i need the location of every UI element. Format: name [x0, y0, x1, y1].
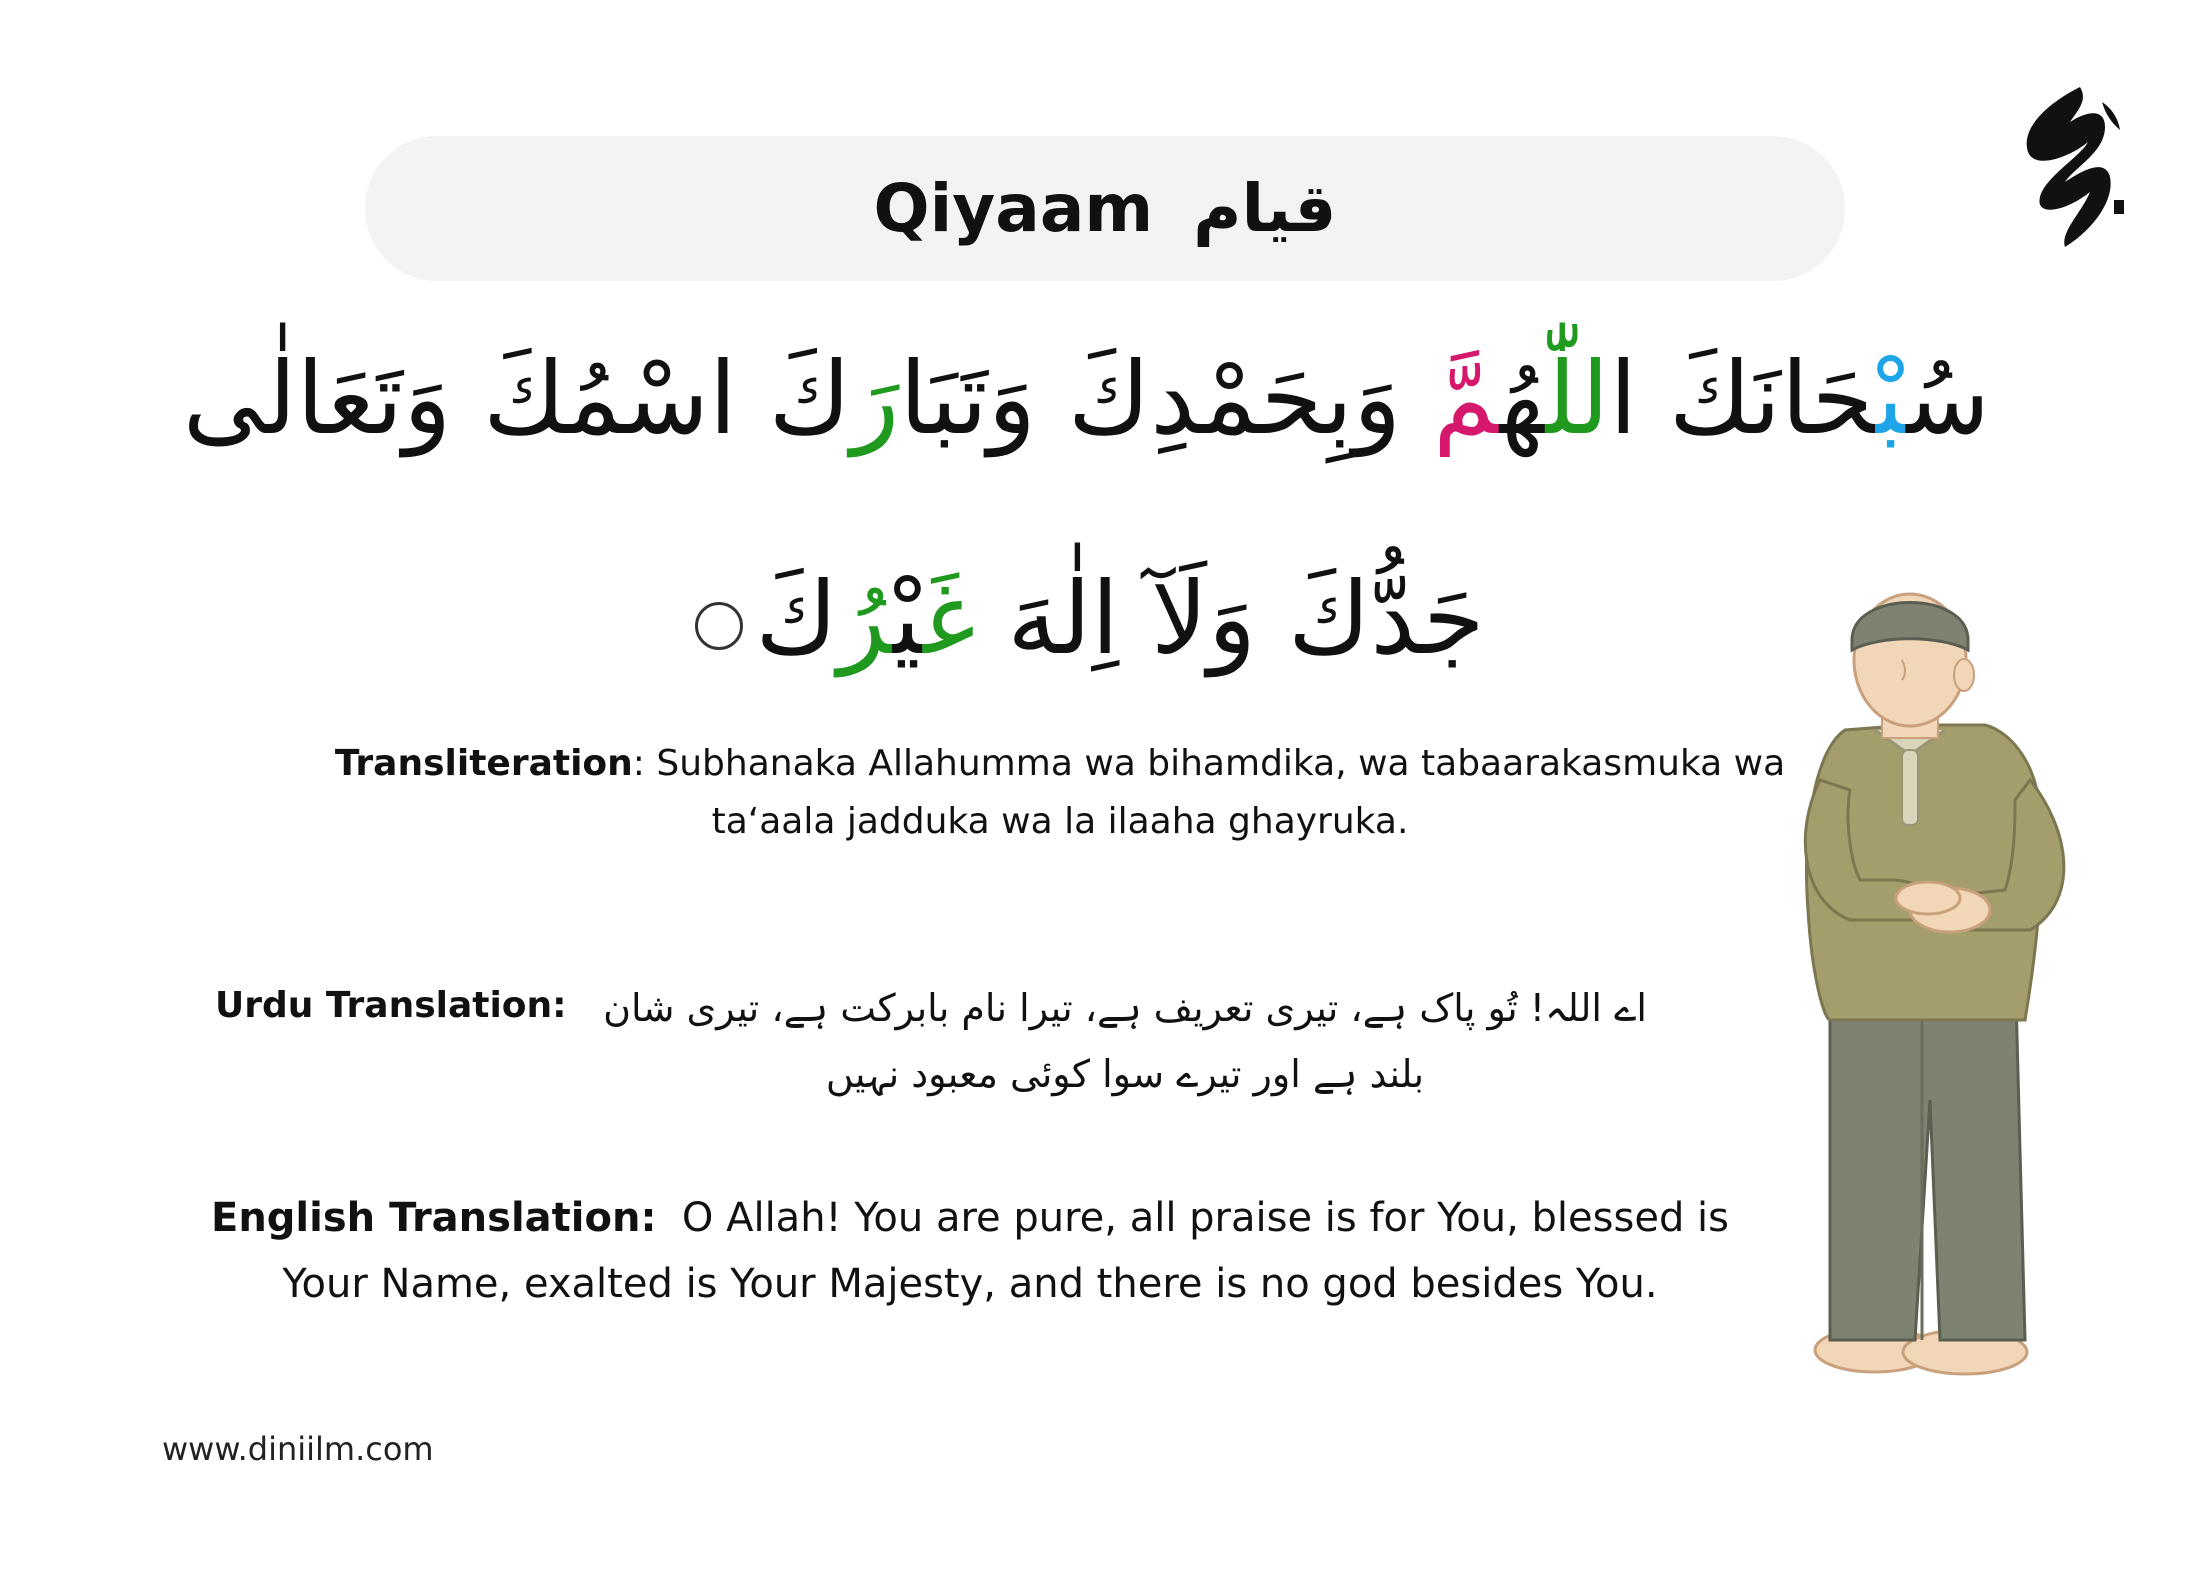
calligraphy-logo-icon	[2010, 82, 2130, 252]
transliteration-separator: :	[632, 743, 657, 784]
dua-line1-part1: سُ	[1906, 340, 1990, 457]
dua-line1-part4: للّٰ	[1545, 340, 1610, 457]
english-translation-text: O Allah! You are pure, all praise is for You, blessed is Your Name, exalted is Your Majesty, and there is no god besides You.	[282, 1195, 1729, 1307]
dua-line1-part2: بْ	[1876, 340, 1907, 457]
dua-line1-part7: وَبِحَمْدِكَ وَتَبَا	[899, 340, 1434, 457]
transliteration-block	[300, 735, 1820, 851]
english-translation-label: English Translation:	[211, 1195, 657, 1241]
dua-line2-part2: غَ	[923, 560, 976, 677]
page-title-english: Qiyaam	[873, 170, 1154, 247]
dua-line2-part4: رُ	[837, 560, 893, 677]
urdu-translation-text: اے اللہ! تُو پاک ہے، تیری تعریف ہے، تیرا نام بابرکت ہے، تیری شان بلند ہے اور تیرے سوا کوئی معبود نہیں	[603, 986, 1647, 1096]
dua-line-2	[650, 560, 1530, 677]
dua-line-1	[182, 340, 1990, 457]
dua-line1-part6: مَّ	[1433, 340, 1500, 457]
urdu-translation-label: Urdu Translation:	[215, 985, 567, 1026]
dua-line2-part1: جَدُّكَ وَلَآ اِلٰهَ	[975, 560, 1485, 677]
page-title-arabic: قيام	[1193, 170, 1337, 247]
standing-man-qiyaam-illustration	[1790, 580, 2080, 1380]
transliteration-label: Transliteration	[334, 743, 633, 784]
dua-line1-part5: هُ	[1499, 340, 1546, 457]
verse-end-circle-icon	[695, 602, 743, 650]
dua-line1-part3: حَانَكَ ا	[1609, 340, 1877, 457]
transliteration-text: Subhanaka Allahumma wa bihamdika, wa tabaarakasmuka wa ta‘aala jadduka wa la ilaaha ghayruka.	[656, 743, 1786, 842]
website-url: www.diniilm.com	[162, 1430, 434, 1468]
dua-line2-part5: كَ	[755, 560, 838, 677]
english-translation-block	[210, 1185, 1730, 1317]
dua-line1-part8: رَ	[851, 340, 900, 457]
dua-line2-part3: يْ	[892, 560, 924, 677]
title-pill	[365, 136, 1845, 281]
dua-line1-part9: كَ اسْمُكَ وَتَعَالٰى	[182, 340, 852, 457]
